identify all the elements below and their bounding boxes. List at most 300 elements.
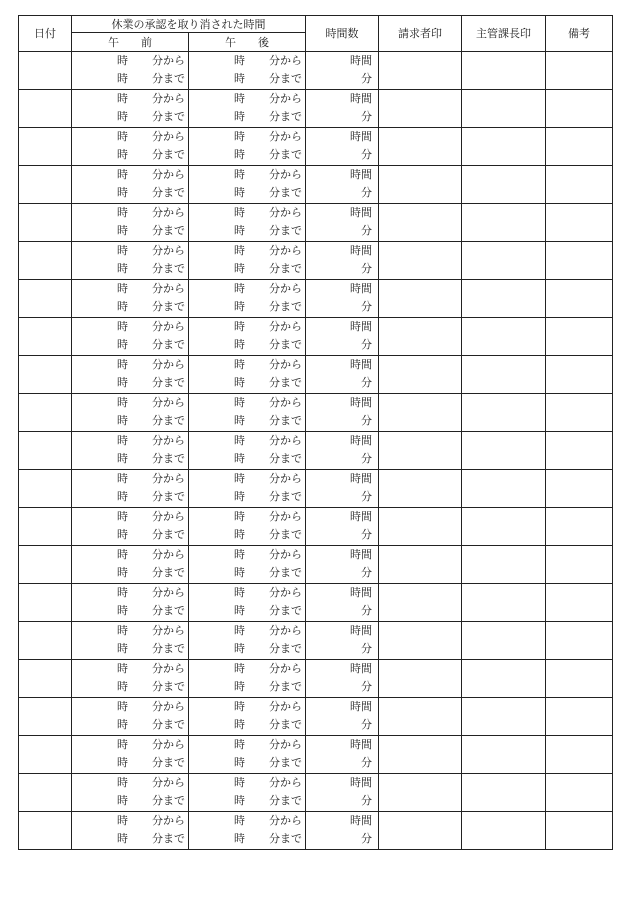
pm-end-hour-label: 時 — [234, 261, 245, 275]
am-time-cell[interactable] — [72, 204, 189, 242]
am-time-cell[interactable] — [72, 128, 189, 166]
remarks-cell[interactable] — [546, 736, 613, 774]
pm-end-minute-label: 分まで — [269, 223, 302, 237]
pm-end-minute-label: 分まで — [269, 109, 302, 123]
manager-seal-cell[interactable] — [462, 318, 546, 356]
requester-seal-cell[interactable] — [379, 204, 462, 242]
manager-seal-cell[interactable] — [462, 128, 546, 166]
hours-cell[interactable] — [306, 698, 379, 736]
requester-seal-cell[interactable] — [379, 660, 462, 698]
manager-seal-cell[interactable] — [462, 280, 546, 318]
date-cell[interactable] — [19, 280, 72, 318]
minutes-unit-label: 分 — [361, 451, 372, 465]
hours-unit-label: 時間 — [350, 281, 372, 295]
am-end-hour-label: 時 — [117, 489, 128, 503]
pm-start-minute-label: 分から — [269, 205, 302, 219]
pm-time-cell[interactable] — [189, 90, 306, 128]
hours-unit-label: 時間 — [350, 547, 372, 561]
requester-seal-cell[interactable] — [379, 584, 462, 622]
requester-seal-cell[interactable] — [379, 812, 462, 850]
date-cell[interactable] — [19, 394, 72, 432]
am-end-minute-label: 分まで — [152, 565, 185, 579]
remarks-cell[interactable] — [546, 166, 613, 204]
remarks-cell[interactable] — [546, 128, 613, 166]
pm-end-minute-label: 分まで — [269, 337, 302, 351]
pm-start-hour-label: 時 — [234, 167, 245, 181]
hours-unit-label: 時間 — [350, 205, 372, 219]
hours-cell[interactable] — [306, 52, 379, 90]
am-end-hour-label: 時 — [117, 147, 128, 161]
am-start-minute-label: 分から — [152, 395, 185, 409]
requester-seal-cell[interactable] — [379, 318, 462, 356]
am-start-minute-label: 分から — [152, 623, 185, 637]
hours-unit-label: 時間 — [350, 775, 372, 789]
am-end-minute-label: 分まで — [152, 337, 185, 351]
hours-cell[interactable] — [306, 736, 379, 774]
pm-time-cell[interactable] — [189, 318, 306, 356]
requester-seal-cell[interactable] — [379, 166, 462, 204]
pm-start-minute-label: 分から — [269, 623, 302, 637]
pm-start-minute-label: 分から — [269, 547, 302, 561]
pm-start-hour-label: 時 — [234, 91, 245, 105]
pm-time-cell[interactable] — [189, 166, 306, 204]
date-cell[interactable] — [19, 508, 72, 546]
remarks-cell[interactable] — [546, 508, 613, 546]
pm-end-hour-label: 時 — [234, 717, 245, 731]
pm-time-cell[interactable] — [189, 280, 306, 318]
pm-end-minute-label: 分まで — [269, 755, 302, 769]
pm-start-hour-label: 時 — [234, 509, 245, 523]
hours-cell[interactable] — [306, 546, 379, 584]
am-start-hour-label: 時 — [117, 319, 128, 333]
manager-seal-cell[interactable] — [462, 90, 546, 128]
am-time-cell[interactable] — [72, 394, 189, 432]
hours-cell[interactable] — [306, 280, 379, 318]
pm-time-cell[interactable] — [189, 394, 306, 432]
hours-cell[interactable] — [306, 432, 379, 470]
date-cell[interactable] — [19, 546, 72, 584]
date-cell[interactable] — [19, 774, 72, 812]
remarks-cell[interactable] — [546, 698, 613, 736]
am-start-minute-label: 分から — [152, 813, 185, 827]
am-end-hour-label: 時 — [117, 641, 128, 655]
hours-cell[interactable] — [306, 774, 379, 812]
requester-seal-cell[interactable] — [379, 432, 462, 470]
am-end-minute-label: 分まで — [152, 679, 185, 693]
requester-seal-header: 請求者印 — [379, 16, 462, 52]
pm-time-cell[interactable] — [189, 242, 306, 280]
requester-seal-cell[interactable] — [379, 242, 462, 280]
pm-start-minute-label: 分から — [269, 775, 302, 789]
manager-seal-cell[interactable] — [462, 812, 546, 850]
remarks-cell[interactable] — [546, 280, 613, 318]
am-end-hour-label: 時 — [117, 375, 128, 389]
requester-seal-cell[interactable] — [379, 128, 462, 166]
entry-row — [19, 242, 613, 280]
pm-time-cell[interactable] — [189, 470, 306, 508]
pm-start-minute-label: 分から — [269, 319, 302, 333]
pm-end-hour-label: 時 — [234, 375, 245, 389]
manager-seal-cell[interactable] — [462, 166, 546, 204]
manager-seal-cell[interactable] — [462, 774, 546, 812]
am-time-cell[interactable] — [72, 774, 189, 812]
am-time-cell[interactable] — [72, 736, 189, 774]
pm-start-minute-label: 分から — [269, 509, 302, 523]
remarks-cell[interactable] — [546, 318, 613, 356]
entry-row — [19, 774, 613, 812]
remarks-cell[interactable] — [546, 432, 613, 470]
am-start-hour-label: 時 — [117, 775, 128, 789]
pm-start-hour-label: 時 — [234, 471, 245, 485]
minutes-unit-label: 分 — [361, 185, 372, 199]
pm-end-hour-label: 時 — [234, 147, 245, 161]
pm-end-minute-label: 分まで — [269, 261, 302, 275]
remarks-cell[interactable] — [546, 90, 613, 128]
requester-seal-cell[interactable] — [379, 90, 462, 128]
date-cell[interactable] — [19, 166, 72, 204]
date-cell[interactable] — [19, 242, 72, 280]
pm-start-minute-label: 分から — [269, 471, 302, 485]
am-time-cell[interactable] — [72, 356, 189, 394]
am-start-minute-label: 分から — [152, 281, 185, 295]
am-start-hour-label: 時 — [117, 699, 128, 713]
am-end-minute-label: 分まで — [152, 489, 185, 503]
hours-unit-label: 時間 — [350, 699, 372, 713]
requester-seal-cell[interactable] — [379, 356, 462, 394]
entry-row — [19, 166, 613, 204]
hours-unit-label: 時間 — [350, 243, 372, 257]
date-header: 日付 — [19, 16, 72, 52]
am-end-hour-label: 時 — [117, 755, 128, 769]
minutes-unit-label: 分 — [361, 527, 372, 541]
minutes-unit-label: 分 — [361, 679, 372, 693]
date-cell[interactable] — [19, 52, 72, 90]
am-time-cell[interactable] — [72, 242, 189, 280]
requester-seal-cell[interactable] — [379, 736, 462, 774]
cancelled-time-header: 休業の承認を取り消された時間 — [72, 16, 306, 33]
pm-start-hour-label: 時 — [234, 661, 245, 675]
pm-time-cell[interactable] — [189, 660, 306, 698]
hours-cell[interactable] — [306, 812, 379, 850]
entry-row — [19, 660, 613, 698]
hours-cell[interactable] — [306, 394, 379, 432]
pm-start-minute-label: 分から — [269, 395, 302, 409]
manager-seal-cell[interactable] — [462, 470, 546, 508]
pm-end-minute-label: 分まで — [269, 489, 302, 503]
pm-time-cell[interactable] — [189, 812, 306, 850]
minutes-unit-label: 分 — [361, 413, 372, 427]
remarks-cell[interactable] — [546, 52, 613, 90]
am-start-hour-label: 時 — [117, 547, 128, 561]
pm-time-cell[interactable] — [189, 774, 306, 812]
pm-start-hour-label: 時 — [234, 205, 245, 219]
remarks-cell[interactable] — [546, 660, 613, 698]
date-cell[interactable] — [19, 432, 72, 470]
manager-seal-cell[interactable] — [462, 622, 546, 660]
am-time-cell[interactable] — [72, 90, 189, 128]
am-end-minute-label: 分まで — [152, 375, 185, 389]
hours-unit-label: 時間 — [350, 129, 372, 143]
pm-end-minute-label: 分まで — [269, 185, 302, 199]
pm-end-minute-label: 分まで — [269, 793, 302, 807]
am-end-hour-label: 時 — [117, 109, 128, 123]
am-end-minute-label: 分まで — [152, 299, 185, 313]
requester-seal-cell[interactable] — [379, 698, 462, 736]
minutes-unit-label: 分 — [361, 71, 372, 85]
hours-unit-label: 時間 — [350, 433, 372, 447]
hours-unit-label: 時間 — [350, 737, 372, 751]
entry-row — [19, 52, 613, 90]
hours-cell[interactable] — [306, 166, 379, 204]
am-end-hour-label: 時 — [117, 603, 128, 617]
pm-start-minute-label: 分から — [269, 585, 302, 599]
pm-start-minute-label: 分から — [269, 357, 302, 371]
entry-row — [19, 318, 613, 356]
date-cell[interactable] — [19, 736, 72, 774]
manager-seal-cell[interactable] — [462, 736, 546, 774]
am-start-hour-label: 時 — [117, 129, 128, 143]
am-start-hour-label: 時 — [117, 509, 128, 523]
am-start-minute-label: 分から — [152, 91, 185, 105]
hours-cell[interactable] — [306, 470, 379, 508]
manager-seal-cell[interactable] — [462, 204, 546, 242]
pm-end-hour-label: 時 — [234, 109, 245, 123]
requester-seal-cell[interactable] — [379, 508, 462, 546]
minutes-unit-label: 分 — [361, 489, 372, 503]
entry-row — [19, 432, 613, 470]
am-end-minute-label: 分まで — [152, 109, 185, 123]
manager-seal-cell[interactable] — [462, 660, 546, 698]
date-cell[interactable] — [19, 584, 72, 622]
remarks-cell[interactable] — [546, 546, 613, 584]
am-end-minute-label: 分まで — [152, 755, 185, 769]
requester-seal-cell[interactable] — [379, 394, 462, 432]
am-start-minute-label: 分から — [152, 661, 185, 675]
pm-time-cell[interactable] — [189, 356, 306, 394]
manager-seal-cell[interactable] — [462, 584, 546, 622]
date-cell[interactable] — [19, 470, 72, 508]
minutes-unit-label: 分 — [361, 565, 372, 579]
manager-seal-cell[interactable] — [462, 242, 546, 280]
minutes-unit-label: 分 — [361, 375, 372, 389]
remarks-cell[interactable] — [546, 204, 613, 242]
am-end-minute-label: 分まで — [152, 223, 185, 237]
am-time-cell[interactable] — [72, 698, 189, 736]
pm-end-hour-label: 時 — [234, 299, 245, 313]
minutes-unit-label: 分 — [361, 299, 372, 313]
hours-unit-label: 時間 — [350, 357, 372, 371]
requester-seal-cell[interactable] — [379, 52, 462, 90]
am-time-cell[interactable] — [72, 432, 189, 470]
pm-end-hour-label: 時 — [234, 603, 245, 617]
pm-start-hour-label: 時 — [234, 53, 245, 67]
remarks-cell[interactable] — [546, 470, 613, 508]
am-end-hour-label: 時 — [117, 71, 128, 85]
pm-end-hour-label: 時 — [234, 451, 245, 465]
am-time-cell[interactable] — [72, 470, 189, 508]
date-cell[interactable] — [19, 90, 72, 128]
am-start-minute-label: 分から — [152, 205, 185, 219]
requester-seal-cell[interactable] — [379, 622, 462, 660]
requester-seal-cell[interactable] — [379, 470, 462, 508]
pm-time-cell[interactable] — [189, 204, 306, 242]
am-end-hour-label: 時 — [117, 717, 128, 731]
am-end-hour-label: 時 — [117, 413, 128, 427]
hours-unit-label: 時間 — [350, 167, 372, 181]
pm-end-hour-label: 時 — [234, 71, 245, 85]
remarks-cell[interactable] — [546, 812, 613, 850]
pm-end-hour-label: 時 — [234, 185, 245, 199]
manager-seal-cell[interactable] — [462, 698, 546, 736]
entry-row — [19, 128, 613, 166]
hours-cell[interactable] — [306, 90, 379, 128]
entry-row — [19, 812, 613, 850]
am-start-hour-label: 時 — [117, 737, 128, 751]
date-cell[interactable] — [19, 318, 72, 356]
manager-seal-cell[interactable] — [462, 356, 546, 394]
am-time-cell[interactable] — [72, 52, 189, 90]
remarks-cell[interactable] — [546, 584, 613, 622]
manager-seal-cell[interactable] — [462, 546, 546, 584]
hours-cell[interactable] — [306, 128, 379, 166]
am-end-hour-label: 時 — [117, 793, 128, 807]
pm-end-minute-label: 分まで — [269, 565, 302, 579]
date-cell[interactable] — [19, 812, 72, 850]
am-end-minute-label: 分まで — [152, 185, 185, 199]
am-start-hour-label: 時 — [117, 471, 128, 485]
pm-end-minute-label: 分まで — [269, 147, 302, 161]
pm-end-hour-label: 時 — [234, 337, 245, 351]
hours-cell[interactable] — [306, 242, 379, 280]
pm-start-hour-label: 時 — [234, 433, 245, 447]
am-end-minute-label: 分まで — [152, 641, 185, 655]
hours-cell[interactable] — [306, 660, 379, 698]
pm-start-hour-label: 時 — [234, 243, 245, 257]
pm-end-hour-label: 時 — [234, 831, 245, 845]
pm-start-minute-label: 分から — [269, 737, 302, 751]
am-start-hour-label: 時 — [117, 661, 128, 675]
remarks-cell[interactable] — [546, 356, 613, 394]
remarks-cell[interactable] — [546, 242, 613, 280]
date-cell[interactable] — [19, 622, 72, 660]
pm-start-minute-label: 分から — [269, 91, 302, 105]
manager-seal-cell[interactable] — [462, 394, 546, 432]
am-end-minute-label: 分まで — [152, 831, 185, 845]
am-time-cell[interactable] — [72, 318, 189, 356]
manager-seal-header: 主管課長印 — [462, 16, 546, 52]
am-start-minute-label: 分から — [152, 319, 185, 333]
manager-seal-cell[interactable] — [462, 432, 546, 470]
am-time-cell[interactable] — [72, 812, 189, 850]
hours-unit-label: 時間 — [350, 661, 372, 675]
pm-end-hour-label: 時 — [234, 223, 245, 237]
pm-end-hour-label: 時 — [234, 565, 245, 579]
am-time-cell[interactable] — [72, 584, 189, 622]
am-start-hour-label: 時 — [117, 53, 128, 67]
pm-time-cell[interactable] — [189, 508, 306, 546]
date-cell[interactable] — [19, 128, 72, 166]
date-cell[interactable] — [19, 356, 72, 394]
hours-cell[interactable] — [306, 508, 379, 546]
entry-row — [19, 584, 613, 622]
am-start-minute-label: 分から — [152, 585, 185, 599]
entry-row — [19, 622, 613, 660]
pm-start-minute-label: 分から — [269, 433, 302, 447]
entry-row — [19, 508, 613, 546]
am-time-cell[interactable] — [72, 660, 189, 698]
pm-end-minute-label: 分まで — [269, 831, 302, 845]
am-time-cell[interactable] — [72, 166, 189, 204]
am-start-hour-label: 時 — [117, 813, 128, 827]
hours-unit-label: 時間 — [350, 509, 372, 523]
pm-start-minute-label: 分から — [269, 813, 302, 827]
pm-time-cell[interactable] — [189, 546, 306, 584]
remarks-cell[interactable] — [546, 622, 613, 660]
minutes-unit-label: 分 — [361, 109, 372, 123]
pm-end-minute-label: 分まで — [269, 451, 302, 465]
manager-seal-cell[interactable] — [462, 52, 546, 90]
am-time-cell[interactable] — [72, 546, 189, 584]
am-time-cell[interactable] — [72, 508, 189, 546]
am-time-cell[interactable] — [72, 280, 189, 318]
am-start-minute-label: 分から — [152, 53, 185, 67]
date-cell[interactable] — [19, 660, 72, 698]
hours-cell[interactable] — [306, 356, 379, 394]
am-start-minute-label: 分から — [152, 699, 185, 713]
hours-cell[interactable] — [306, 622, 379, 660]
pm-time-cell[interactable] — [189, 128, 306, 166]
pm-time-cell[interactable] — [189, 698, 306, 736]
requester-seal-cell[interactable] — [379, 280, 462, 318]
date-cell[interactable] — [19, 698, 72, 736]
entry-row — [19, 546, 613, 584]
requester-seal-cell[interactable] — [379, 774, 462, 812]
leave-cancellation-form — [18, 15, 613, 850]
am-start-minute-label: 分から — [152, 433, 185, 447]
am-start-minute-label: 分から — [152, 243, 185, 257]
requester-seal-cell[interactable] — [379, 546, 462, 584]
entry-row — [19, 204, 613, 242]
entry-row — [19, 736, 613, 774]
pm-time-cell[interactable] — [189, 584, 306, 622]
remarks-cell[interactable] — [546, 394, 613, 432]
am-end-hour-label: 時 — [117, 565, 128, 579]
pm-time-cell[interactable] — [189, 622, 306, 660]
entry-row — [19, 90, 613, 128]
minutes-unit-label: 分 — [361, 337, 372, 351]
hours-unit-label: 時間 — [350, 395, 372, 409]
pm-start-minute-label: 分から — [269, 129, 302, 143]
remarks-header: 備考 — [546, 16, 613, 52]
date-cell[interactable] — [19, 204, 72, 242]
pm-end-minute-label: 分まで — [269, 679, 302, 693]
pm-start-minute-label: 分から — [269, 661, 302, 675]
hours-cell[interactable] — [306, 318, 379, 356]
am-time-cell[interactable] — [72, 622, 189, 660]
remarks-cell[interactable] — [546, 774, 613, 812]
am-start-minute-label: 分から — [152, 775, 185, 789]
hours-cell[interactable] — [306, 204, 379, 242]
pm-end-minute-label: 分まで — [269, 603, 302, 617]
pm-start-hour-label: 時 — [234, 775, 245, 789]
manager-seal-cell[interactable] — [462, 508, 546, 546]
pm-time-cell[interactable] — [189, 52, 306, 90]
pm-end-hour-label: 時 — [234, 641, 245, 655]
pm-time-cell[interactable] — [189, 736, 306, 774]
hours-cell[interactable] — [306, 584, 379, 622]
pm-time-cell[interactable] — [189, 432, 306, 470]
minutes-unit-label: 分 — [361, 603, 372, 617]
